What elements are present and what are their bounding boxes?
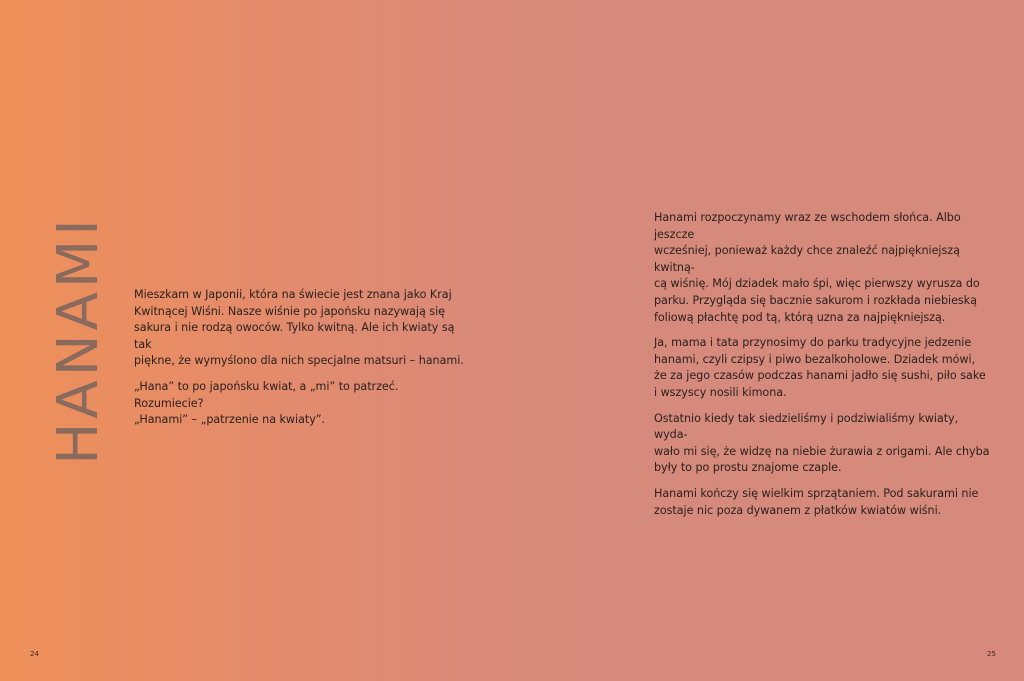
- paragraph: Hanami rozpoczynamy wraz ze wschodem słońca. Albo jeszcze wcześniej, ponieważ każdy chce znaleźć najpiękniejszą kwitną- cą wiśnię. Mój dziadek mało śpi, więc pierwszy wyrusza do parku. Przygląda się bacznie sakurom i rozkłada niebieską foliową płachtę pod tą, którą uzna za najpiękniejszą.: [654, 211, 980, 324]
- right-body-text: [654, 210, 994, 528]
- chapter-title: HANAMI: [46, 215, 111, 465]
- left-body-text: [134, 287, 464, 438]
- paragraph: Ostatnio kiedy tak siedzieliśmy i podziwialiśmy kwiaty, wyda- wało mi się, że widzę na niebie żurawia z origami. Ale chyba były to po prostu znajome czaple.: [654, 411, 990, 475]
- paragraph: Hanami kończy się wielkim sprzątaniem. Pod sakurami nie zostaje nic poza dywanem z płatków kwiatów wiśni.: [654, 486, 979, 517]
- paragraph: Ja, mama i tata przynosimy do parku tradycyjne jedzenie hanami, czyli czipsy i piwo bezalkoholowe. Dziadek mówi, że za jego czasów podczas hanami jadło się sushi, piło sake i wszyscy nosili kimona.: [654, 336, 986, 399]
- right-page: [512, 0, 1024, 681]
- page-number: 24: [30, 650, 39, 658]
- paragraph: „Hana” to po japońsku kwiat, a „mi” to patrzeć. Rozumiecie? „Hanami” – „patrzenie na kwiaty”.: [134, 379, 399, 427]
- page-number: 25: [987, 650, 996, 658]
- paragraph: Mieszkam w Japonii, która na świecie jest znana jako Kraj Kwitnącej Wiśni. Nasze wiśnie po japońsku nazywają się sakura i nie rodzą owoców. Tylko kwitną. Ale ich kwiaty są tak piękne, że wymyślono dla nich specjalne matsuri – hanami.: [134, 288, 464, 368]
